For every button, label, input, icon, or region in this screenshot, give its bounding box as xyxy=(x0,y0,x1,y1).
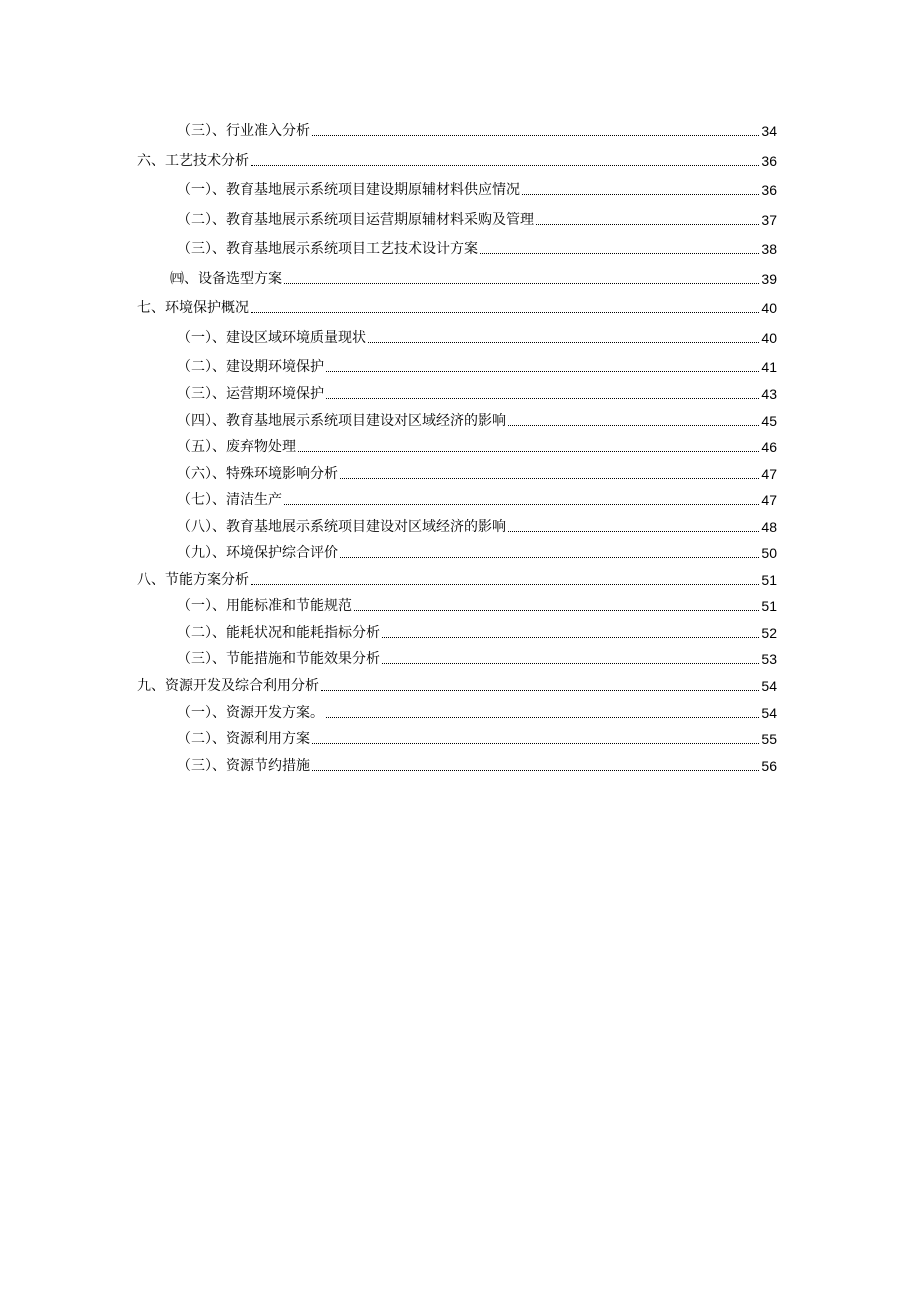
toc-dot-leader xyxy=(312,770,759,771)
toc-entry-page: 51 xyxy=(761,572,777,588)
toc-entry-page: 40 xyxy=(761,330,777,346)
toc-dot-leader xyxy=(326,371,759,372)
toc-entry-title: 九、资源开发及综合利用分析 xyxy=(137,678,319,694)
toc-entry[interactable] xyxy=(177,180,777,200)
toc-entry-title: （一）、教育基地展示系统项目建设期原辅材料供应情况 xyxy=(177,182,520,198)
toc-entry[interactable] xyxy=(177,623,777,643)
toc-entry-page: 45 xyxy=(761,413,777,429)
toc-dot-leader xyxy=(340,478,759,479)
toc-dot-leader xyxy=(284,283,759,284)
toc-entry[interactable] xyxy=(137,676,777,696)
toc-entry-page: 40 xyxy=(761,300,777,316)
toc-entry[interactable] xyxy=(177,490,777,510)
toc-entry-page: 34 xyxy=(761,123,777,139)
toc-dot-leader xyxy=(536,224,759,225)
toc-dot-leader xyxy=(508,425,759,426)
toc-entry-title: （一）、资源开发方案。 xyxy=(177,705,324,721)
toc-entry[interactable] xyxy=(137,151,777,171)
toc-entry-page: 47 xyxy=(761,466,777,482)
toc-dot-leader xyxy=(326,717,759,718)
toc-entry-page: 50 xyxy=(761,545,777,561)
toc-dot-leader xyxy=(312,743,759,744)
toc-dot-leader xyxy=(368,342,759,343)
toc-entry-page: 37 xyxy=(761,212,777,228)
toc-entry[interactable] xyxy=(170,269,777,289)
toc-entry-page: 54 xyxy=(761,678,777,694)
toc-dot-leader xyxy=(251,584,759,585)
toc-entry-title: （三）、节能措施和节能效果分析 xyxy=(177,651,380,667)
toc-entry[interactable] xyxy=(177,649,777,669)
toc-entry[interactable] xyxy=(137,298,777,318)
toc-entry[interactable] xyxy=(177,411,777,431)
toc-entry-title: （一）、用能标准和节能规范 xyxy=(177,598,352,614)
toc-dot-leader xyxy=(508,531,759,532)
toc-entry-page: 52 xyxy=(761,625,777,641)
toc-dot-leader xyxy=(298,451,759,452)
toc-entry-title: （八）、教育基地展示系统项目建设对区域经济的影响 xyxy=(177,519,506,535)
toc-entry[interactable] xyxy=(177,703,777,723)
toc-entry-page: 51 xyxy=(761,598,777,614)
toc-entry-title: 七、环境保护概况 xyxy=(137,300,249,316)
toc-entry-title: （一）、建设区域环境质量现状 xyxy=(177,330,366,346)
toc-entry-title: （三）、资源节约措施 xyxy=(177,758,310,774)
toc-dot-leader xyxy=(312,135,759,136)
toc-entry[interactable] xyxy=(177,384,777,404)
toc-entry-title: （四）、教育基地展示系统项目建设对区域经济的影响 xyxy=(177,413,506,429)
toc-dot-leader xyxy=(326,398,759,399)
toc-dot-leader xyxy=(340,557,759,558)
toc-entry-title: （三）、运营期环境保护 xyxy=(177,386,324,402)
toc-entry-title: ㈣、设备选型方案 xyxy=(170,271,282,287)
toc-entry[interactable] xyxy=(177,756,777,776)
toc-entry-title: （九）、环境保护综合评价 xyxy=(177,545,338,561)
toc-entry-page: 53 xyxy=(761,651,777,667)
toc-dot-leader xyxy=(251,165,759,166)
toc-dot-leader xyxy=(522,194,759,195)
toc-entry-page: 46 xyxy=(761,439,777,455)
toc-entry-title: （三）、行业准入分析 xyxy=(177,123,310,139)
toc-entry-page: 47 xyxy=(761,492,777,508)
toc-entry[interactable] xyxy=(177,210,777,230)
toc-entry-title: （二）、资源利用方案 xyxy=(177,731,310,747)
toc-entry[interactable] xyxy=(177,239,777,259)
toc-dot-leader xyxy=(382,637,759,638)
toc-entry-page: 43 xyxy=(761,386,777,402)
toc-entry[interactable] xyxy=(177,357,777,377)
toc-entry[interactable] xyxy=(177,517,777,537)
toc-entry-title: 八、节能方案分析 xyxy=(137,572,249,588)
toc-entry[interactable] xyxy=(137,570,777,590)
toc-dot-leader xyxy=(480,253,759,254)
toc-entry-page: 54 xyxy=(761,705,777,721)
toc-entry[interactable] xyxy=(177,328,777,348)
toc-dot-leader xyxy=(382,663,759,664)
toc-entry-page: 48 xyxy=(761,519,777,535)
toc-entry-title: （二）、能耗状况和能耗指标分析 xyxy=(177,625,380,641)
toc-entry-title: （三）、教育基地展示系统项目工艺技术设计方案 xyxy=(177,241,478,257)
toc-entry[interactable] xyxy=(177,437,777,457)
toc-entry-title: （六）、特殊环境影响分析 xyxy=(177,466,338,482)
toc-entry-page: 38 xyxy=(761,241,777,257)
toc-entry-title: 六、工艺技术分析 xyxy=(137,153,249,169)
toc-entry[interactable] xyxy=(177,729,777,749)
toc-entry-title: （二）、建设期环境保护 xyxy=(177,359,324,375)
toc-dot-leader xyxy=(321,690,759,691)
toc-entry-page: 39 xyxy=(761,271,777,287)
toc-entry-title: （七）、清洁生产 xyxy=(177,492,282,508)
toc-entry[interactable] xyxy=(177,596,777,616)
toc-entry[interactable] xyxy=(177,464,777,484)
toc-dot-leader xyxy=(284,504,759,505)
toc-entry-page: 55 xyxy=(761,731,777,747)
toc-entry[interactable] xyxy=(177,121,777,141)
toc-dot-leader xyxy=(354,610,759,611)
toc-entry[interactable] xyxy=(177,543,777,563)
toc-entry-page: 41 xyxy=(761,359,777,375)
toc-entry-title: （二）、教育基地展示系统项目运营期原辅材料采购及管理 xyxy=(177,212,534,228)
toc-entry-page: 56 xyxy=(761,758,777,774)
toc-dot-leader xyxy=(251,312,759,313)
toc-entry-title: （五）、废弃物处理 xyxy=(177,439,296,455)
toc-entry-page: 36 xyxy=(761,153,777,169)
toc-entry-page: 36 xyxy=(761,182,777,198)
